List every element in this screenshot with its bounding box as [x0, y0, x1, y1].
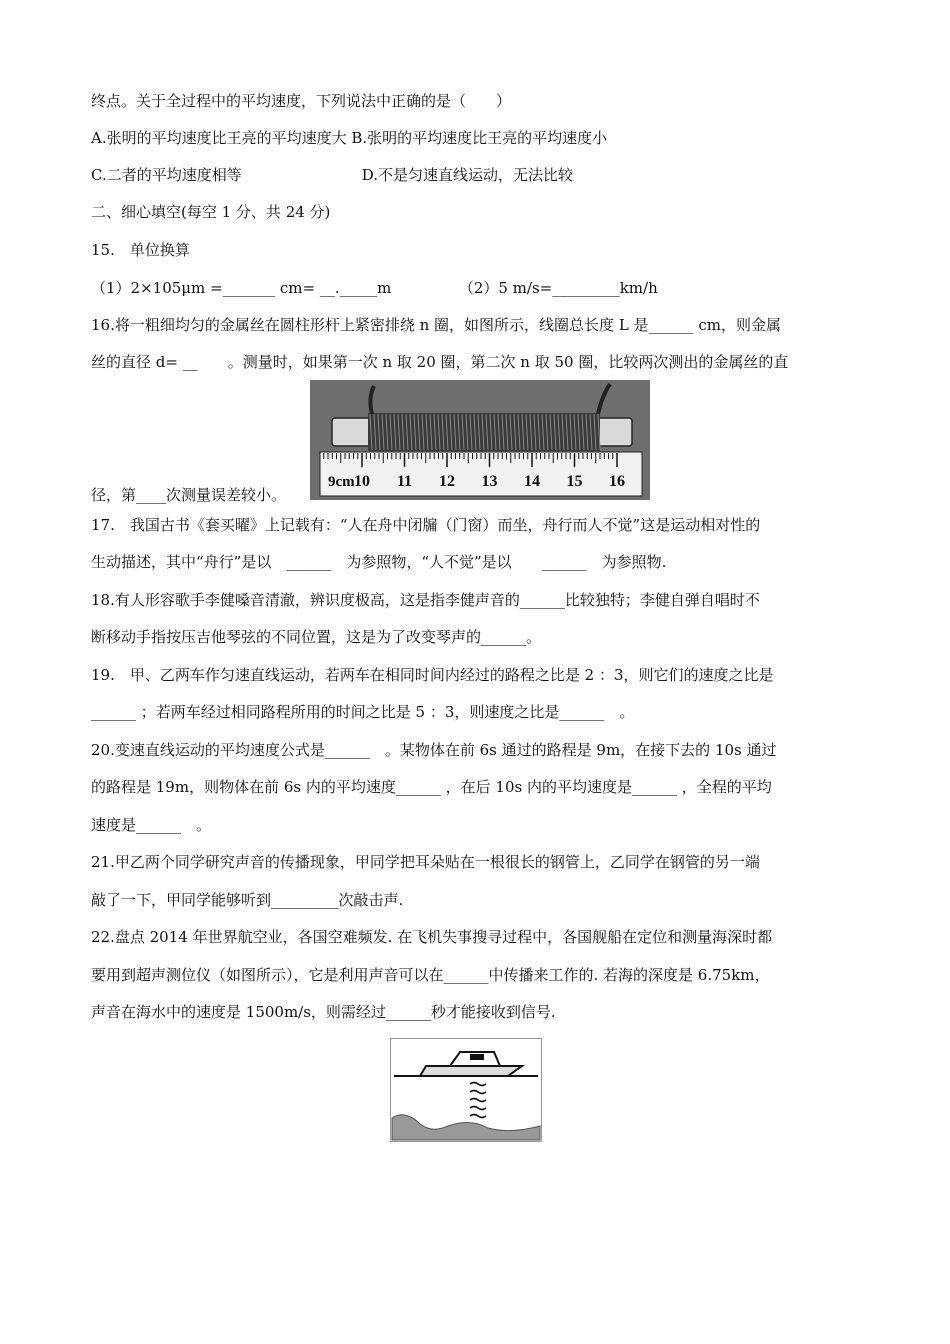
ruler-tick-label: 15	[566, 473, 583, 490]
sonar-boat-icon	[390, 1038, 542, 1142]
section-heading: 二、细心填空(每空 1 分、共 24 分)	[91, 203, 331, 221]
question-text: ______ ；若两车经过相同路程所用的时间之比是 5 ：3，则速度之比是______ 。	[91, 703, 635, 721]
question-text: 生动描述，其中“舟行”是以 ______ 为参照物，“人不觉”是以 ______ 为参照物.	[91, 553, 667, 571]
ruler-tick-label: 13	[481, 473, 498, 490]
ruler-tick-label: 14	[524, 473, 540, 490]
question-text: 18.有人形容歌手李健嗓音清澈，辨识度极高，这是指李健声音的______比较独特；李健自弹自唱时不	[91, 591, 760, 609]
question-title: 15. 单位换算	[91, 241, 190, 259]
question-text: 20.变速直线运动的平均速度公式是______ 。某物体在前 6s 通过的路程是 9m，在接下去的 10s 通过	[91, 741, 777, 759]
question-text: 19. 甲、乙两车作匀速直线运动，若两车在相同时间内经过的路程之比是 2 ：3，则它们的速度之比是	[91, 666, 774, 684]
ruler-coil-figure	[310, 380, 650, 500]
text-line: 终点。关于全过程中的平均速度，下列说法中正确的是（ ）	[91, 92, 512, 110]
question-text: 敲了一下，甲同学能够听到_________次敲击声.	[91, 891, 404, 909]
question-text: （1）2×105μm =_______ cm= __._____m （2）5 m/s=_________km/h	[91, 279, 658, 297]
boat-window	[470, 1054, 484, 1060]
option-line: C.二者的平均速度相等 D.不是匀速直线运动，无法比较	[91, 166, 573, 184]
question-text: 断移动手指按压吉他琴弦的不同位置，这是为了改变琴声的______。	[91, 628, 542, 646]
question-text: 16.将一粗细均匀的金属丝在圆柱形杆上紧密排绕 n 圈，如图所示，线圈总长度 L 是______ cm，则金属	[91, 316, 781, 334]
question-text: 要用到超声测位仪（如图所示），它是利用声音可以在______中传播来工作的. 若海的深度是 6.75km，	[91, 966, 770, 984]
ruler-tick-label: 11	[396, 473, 413, 490]
question-text: 丝的直径 d= __ 。测量时，如果第一次 n 取 20 圈，第二次 n 取 50 圈，比较两次测出的金属丝的直	[91, 353, 789, 371]
question-text: 速度是______ 。	[91, 816, 212, 834]
question-text: 径，第____次测量误差较小。	[91, 486, 287, 504]
question-text: 的路程是 19m，则物体在前 6s 内的平均速度______ ，在后 10s 内的平均速度是______ ，全程的平均	[91, 778, 772, 796]
question-text: 17. 我国古书《套买曜》上记载有：“人在舟中闭牖（门窗）而坐，舟行而人不觉”这是运动相对性的	[91, 516, 761, 534]
ruler-tick-label: 12	[439, 473, 455, 490]
boat-hull	[420, 1066, 522, 1076]
ruler-tick-label: 16	[609, 473, 625, 490]
question-text: 声音在海水中的速度是 1500m/s，则需经过______秒才能接收到信号.	[91, 1003, 556, 1021]
option-line: A.张明的平均速度比王亮的平均速度大 B.张明的平均速度比王亮的平均速度小	[91, 129, 608, 147]
question-text: 22.盘点 2014 年世界航空业，各国空难频发. 在飞机失事搜寻过程中，各国舰船在定位和测量海深时都	[91, 928, 773, 946]
ruler-unit-label: 9cm	[328, 474, 355, 490]
question-text: 21.甲乙两个同学研究声音的传播现象，甲同学把耳朵贴在一根很长的钢管上，乙同学在钢管的另一端	[91, 853, 760, 871]
ruler-tick-label: 10	[354, 473, 370, 490]
